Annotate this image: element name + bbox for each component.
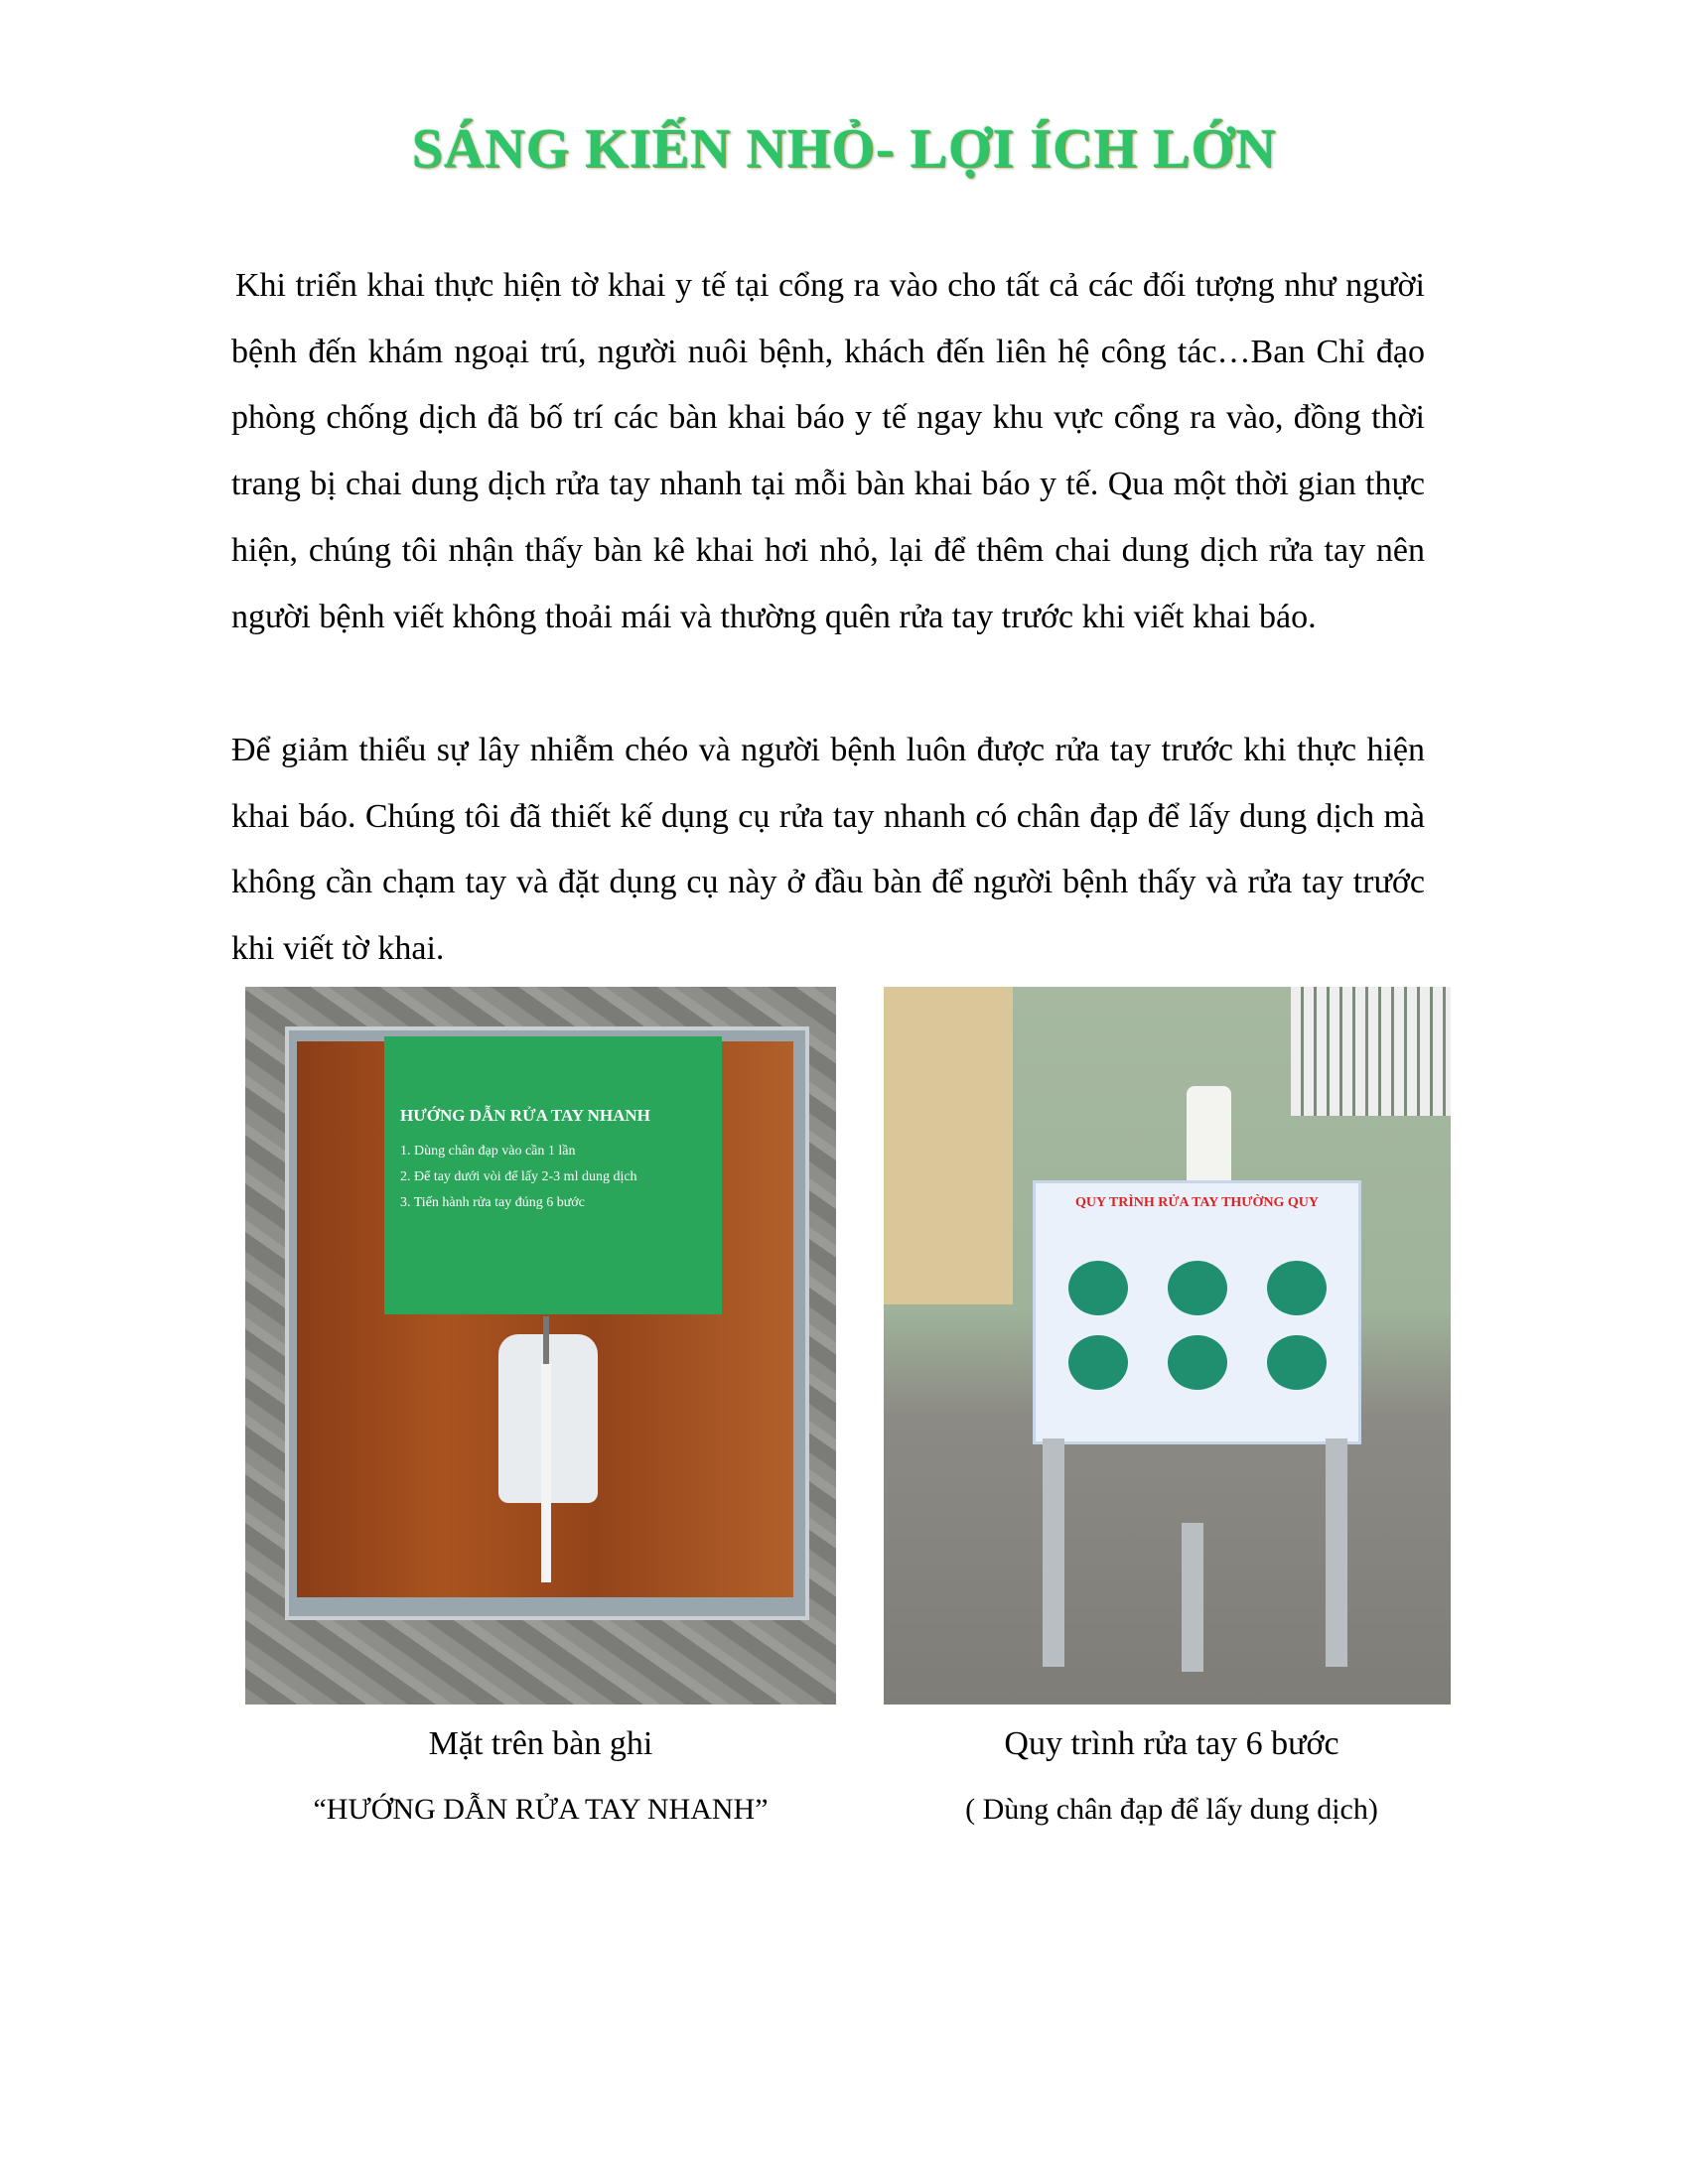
subcaption-right: ( Dùng chân đạp để lấy dung dịch) bbox=[965, 1793, 1378, 1826]
tent-background bbox=[884, 987, 1013, 1304]
photo-hand-wash-table-top bbox=[245, 987, 836, 1705]
step-illustration bbox=[1068, 1261, 1128, 1315]
step-illustration bbox=[1068, 1335, 1128, 1390]
caption-right: Quy trình rửa tay 6 bước bbox=[1004, 1725, 1339, 1762]
paragraph-1: Khi triển khai thực hiện tờ khai y tế tại cổng ra vào cho tất cả các đối tượng như người bệnh đến khám ngoại trú, người nuôi bệnh, khách đến liên hệ công tác…Ban Chỉ đạo phòng chống dịch đã bố trí các bàn khai báo y tế ngay khu vực cổng ra vào, đồng thời trang bị chai dung dịch rửa tay nhanh tại mỗi bàn khai báo y tế. Qua một thời gian thực hiện, chúng tôi nhận thấy bàn kê khai hơi nhỏ, lại để thêm chai dung dịch rửa tay nên người bệnh viết không thoải mái và thường quên rửa tay trước khi viết khai báo. bbox=[231, 267, 1425, 635]
pedal-post bbox=[1182, 1523, 1203, 1672]
photo-pedal-stand bbox=[884, 987, 1451, 1705]
stand-leg bbox=[1326, 1438, 1347, 1667]
step-illustration bbox=[1168, 1261, 1227, 1315]
sign-line: 2. Để tay dưới vòi để lấy 2-3 ml dung dịch bbox=[400, 1169, 637, 1184]
sanitizer-bottle bbox=[1187, 1086, 1231, 1195]
caption-left: Mặt trên bàn ghi bbox=[428, 1725, 653, 1762]
sign-line: 3. Tiến hành rửa tay đúng 6 bước bbox=[400, 1195, 585, 1210]
step-illustration bbox=[1168, 1335, 1227, 1390]
bottle-nozzle bbox=[541, 1364, 551, 1582]
sign-title: HƯỚNG DẪN RỬA TAY NHANH bbox=[400, 1106, 650, 1125]
page-title: SÁNG KIẾN NHỎ- LỢI ÍCH LỚN bbox=[411, 118, 1277, 180]
pedal-rod bbox=[543, 1316, 549, 1364]
instruction-sign bbox=[384, 1036, 722, 1314]
subcaption-left: “HƯỚNG DẪN RỬA TAY NHANH” bbox=[313, 1793, 769, 1826]
step-illustration bbox=[1267, 1261, 1327, 1315]
sign-line: 1. Dùng chân đạp vào cần 1 lần bbox=[400, 1144, 576, 1159]
step-illustration bbox=[1267, 1335, 1327, 1390]
window-grille bbox=[1291, 987, 1451, 1116]
poster-title: QUY TRÌNH RỬA TAY THƯỜNG QUY bbox=[1075, 1195, 1319, 1210]
paragraph-2: Để giảm thiểu sự lây nhiễm chéo và người bệnh luôn được rửa tay trước khi thực hiện khai báo. Chúng tôi đã thiết kế dụng cụ rửa tay nhanh có chân đạp để lấy dung dịch mà không cần chạm tay và đặt dụng cụ này ở đầu bàn để người bệnh thấy và rửa tay trước khi viết tờ khai. bbox=[231, 732, 1425, 968]
hand-wash-poster bbox=[1033, 1180, 1361, 1444]
stand-leg bbox=[1043, 1438, 1064, 1667]
